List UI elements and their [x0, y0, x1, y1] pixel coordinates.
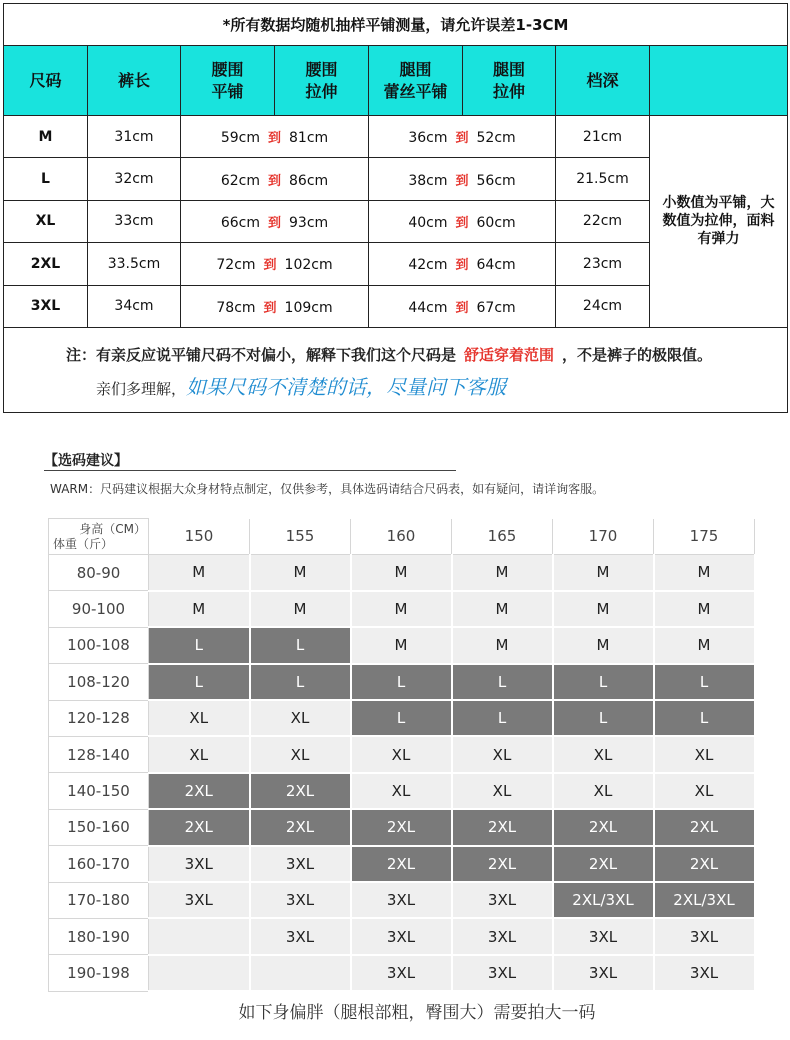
- leg-flat-value: 42cm: [408, 257, 448, 274]
- rise-value: 21.5cm: [556, 158, 650, 200]
- waist-range-text: [221, 170, 328, 189]
- size-table-header-cell: [556, 46, 650, 116]
- leg-range-text: [408, 170, 515, 189]
- leg-flat-value: 38cm: [408, 172, 448, 189]
- weight-label: 160-170: [49, 846, 149, 882]
- waist-flat-value: 66cm: [220, 214, 260, 231]
- size-recommendation-cell: 3XL: [250, 846, 351, 882]
- size-recommendation-cell: 3XL: [654, 918, 755, 954]
- range-to-label: 到: [263, 258, 277, 274]
- size-recommendation-cell: 2XL: [452, 809, 553, 845]
- size-recommendation-cell: L: [654, 700, 755, 736]
- size-recommendation-cell: 2XL: [351, 846, 452, 882]
- size-recommendation-cell: M: [553, 555, 654, 591]
- size-recommendation-cell: XL: [654, 773, 755, 809]
- section-title: 【选码建议】: [44, 453, 128, 469]
- size-recommendation-cell: M: [654, 627, 755, 663]
- size-recommendation-cell: L: [553, 700, 654, 736]
- size-recommendation-cell: M: [452, 591, 553, 627]
- waist-flat-value: 62cm: [220, 172, 260, 189]
- waist-stretch-value: 86cm: [289, 172, 329, 189]
- leg-range: [369, 116, 556, 158]
- weight-row: [49, 591, 755, 627]
- size-label: 2XL: [4, 243, 88, 285]
- size-table-header-cell: [88, 46, 181, 116]
- size-recommendation-cell: M: [452, 555, 553, 591]
- size-table-header-cell: [275, 46, 369, 116]
- range-to-label: 到: [455, 131, 469, 147]
- size-note: [4, 327, 788, 412]
- length-value: 33.5cm: [88, 243, 181, 285]
- size-recommendation-cell: 3XL: [250, 918, 351, 954]
- waist-stretch-value: 81cm: [289, 130, 329, 147]
- waist-flat-value: 78cm: [216, 299, 256, 316]
- size-recommendation-cell: L: [452, 664, 553, 700]
- size-recommendation-cell: XL: [452, 736, 553, 772]
- size-table-header-cell: [4, 46, 88, 116]
- size-note-line1: [66, 340, 787, 370]
- leg-range-text: [408, 297, 515, 316]
- waist-range-text: [216, 254, 332, 273]
- size-recommendation-cell: XL: [351, 773, 452, 809]
- size-recommendation-cell: M: [654, 591, 755, 627]
- size-note-understand: 亲们多理解，: [96, 379, 187, 398]
- size-note-contact-service: 如果尺码不清楚的话，尽量问下客服: [186, 374, 507, 399]
- size-recommendation-cell: 2XL/3XL: [654, 882, 755, 918]
- waist-range-text: [216, 297, 332, 316]
- size-recommendation-cell: L: [351, 664, 452, 700]
- leg-range-text: [408, 127, 515, 146]
- size-recommendation-cell: 2XL: [149, 773, 250, 809]
- size-recommendation-cell: 3XL: [553, 918, 654, 954]
- size-recommendation-cell: 2XL: [452, 846, 553, 882]
- leg-flat-value: 36cm: [408, 130, 448, 147]
- size-note-text: 注：有亲反应说平铺尺码不对偏小，解释下我们这个尺码是: [66, 345, 457, 364]
- header-label: 拉伸: [492, 81, 525, 101]
- range-to-label: 到: [263, 300, 277, 316]
- height-header: 155: [250, 519, 351, 555]
- weight-row: [49, 555, 755, 591]
- waist-range: [181, 158, 369, 200]
- size-label: 3XL: [4, 285, 88, 327]
- leg-flat-value: 44cm: [408, 299, 448, 316]
- header-label: 腿围: [492, 59, 525, 79]
- size-recommendation-cell: 2XL: [250, 773, 351, 809]
- range-to-label: 到: [267, 173, 281, 189]
- size-recommendation-cell: M: [351, 591, 452, 627]
- leg-range: [369, 200, 556, 242]
- header-label: 尺码: [29, 70, 62, 90]
- size-recommendation-cell: M: [553, 627, 654, 663]
- height-header: 175: [654, 519, 755, 555]
- length-value: 33cm: [88, 200, 181, 242]
- height-header: 160: [351, 519, 452, 555]
- size-recommendation-cell: M: [654, 555, 755, 591]
- size-recommendation-cell: XL: [149, 736, 250, 772]
- size-recommendation-cell: L: [654, 664, 755, 700]
- weight-label: 180-190: [49, 918, 149, 954]
- size-recommendation-cell: 2XL: [553, 809, 654, 845]
- leg-range: [369, 285, 556, 327]
- height-header-row: [49, 519, 755, 555]
- corner-weight-label: 体重（斤）: [53, 537, 114, 551]
- leg-stretch-value: 52cm: [476, 130, 516, 147]
- size-recommendation-cell: M: [250, 555, 351, 591]
- rise-value: 22cm: [556, 200, 650, 242]
- weight-label: 100-108: [49, 627, 149, 663]
- range-to-label: 到: [455, 173, 469, 189]
- leg-stretch-value: 67cm: [476, 299, 516, 316]
- length-value: 34cm: [88, 285, 181, 327]
- size-table-header-cell: [181, 46, 275, 116]
- weight-row: [49, 736, 755, 772]
- rise-value: 23cm: [556, 243, 650, 285]
- warm-note: WARM：尺码建议根据大众身材特点制定，仅供参考，具体选码请结合尺码表，如有疑问，请详询客服。: [50, 482, 605, 496]
- weight-row: [49, 846, 755, 882]
- size-recommendation-cell: M: [553, 591, 654, 627]
- waist-range: [181, 116, 369, 158]
- size-recommendation-cell: 3XL: [149, 882, 250, 918]
- size-recommendation-cell: 2XL: [250, 809, 351, 845]
- length-value: 31cm: [88, 116, 181, 158]
- size-label: XL: [4, 200, 88, 242]
- size-recommendation-cell: 3XL: [452, 918, 553, 954]
- size-recommendation-cell: L: [452, 700, 553, 736]
- waist-flat-value: 59cm: [220, 130, 260, 147]
- size-table-header-cell: [463, 46, 556, 116]
- range-to-label: 到: [455, 215, 469, 231]
- length-value: 32cm: [88, 158, 181, 200]
- weight-row: [49, 773, 755, 809]
- size-note-line2: [66, 370, 787, 404]
- size-recommendation-cell: 2XL: [553, 846, 654, 882]
- size-recommendation-cell: XL: [654, 736, 755, 772]
- leg-flat-value: 40cm: [408, 214, 448, 231]
- section-divider: [44, 470, 456, 471]
- weight-row: [49, 955, 755, 991]
- size-recommendation-cell: M: [351, 555, 452, 591]
- waist-range: [181, 243, 369, 285]
- weight-row: [49, 627, 755, 663]
- size-recommendation-cell: XL: [351, 736, 452, 772]
- size-recommendation-cell: L: [250, 664, 351, 700]
- leg-range-text: [408, 212, 515, 231]
- weight-label: 90-100: [49, 591, 149, 627]
- size-recommendation-cell: 2XL: [351, 809, 452, 845]
- rise-value: 24cm: [556, 285, 650, 327]
- leg-stretch-value: 60cm: [476, 214, 516, 231]
- size-recommendation-cell: L: [553, 664, 654, 700]
- size-recommendation-cell: 2XL: [654, 846, 755, 882]
- rise-value: 21cm: [556, 116, 650, 158]
- height-header: 150: [149, 519, 250, 555]
- size-recommendation-cell: M: [250, 591, 351, 627]
- leg-stretch-value: 64cm: [476, 257, 516, 274]
- size-recommendation-cell: [250, 955, 351, 991]
- size-recommendation-cell: 3XL: [452, 882, 553, 918]
- size-recommendation-cell: [149, 918, 250, 954]
- grid-corner: [49, 519, 149, 555]
- size-recommendation-cell: [149, 955, 250, 991]
- size-row: [4, 116, 788, 158]
- corner-height-label: 身高（CM）: [79, 522, 146, 536]
- weight-label: 150-160: [49, 809, 149, 845]
- waist-stretch-value: 109cm: [284, 299, 333, 316]
- waist-stretch-value: 102cm: [284, 257, 333, 274]
- size-recommendation-cell: 2XL: [654, 809, 755, 845]
- size-recommendation-cell: 3XL: [553, 955, 654, 991]
- size-recommendation-cell: XL: [250, 736, 351, 772]
- size-recommendation-cell: 3XL: [452, 955, 553, 991]
- weight-label: 140-150: [49, 773, 149, 809]
- size-recommendation-cell: 3XL: [654, 955, 755, 991]
- height-header: 170: [553, 519, 654, 555]
- size-recommendation-cell: L: [351, 700, 452, 736]
- size-recommendation-cell: M: [149, 555, 250, 591]
- weight-label: 120-128: [49, 700, 149, 736]
- weight-label: 190-198: [49, 955, 149, 991]
- size-recommendation-cell: 3XL: [149, 846, 250, 882]
- size-recommendation-grid: [48, 518, 756, 992]
- size-recommendation-cell: L: [149, 664, 250, 700]
- range-to-label: 到: [455, 258, 469, 274]
- size-note-text-end: ，不是裤子的极限值。: [562, 345, 713, 364]
- size-recommendation-cell: 2XL: [149, 809, 250, 845]
- size-recommendation-cell: XL: [553, 773, 654, 809]
- height-header: 165: [452, 519, 553, 555]
- leg-range-text: [408, 254, 515, 273]
- weight-label: 108-120: [49, 664, 149, 700]
- waist-range-text: [221, 212, 328, 231]
- header-label: 蕾丝平铺: [383, 81, 448, 101]
- header-label: 裤长: [117, 70, 150, 90]
- size-table: [3, 3, 788, 413]
- header-label: 腰围: [305, 59, 338, 79]
- size-label: M: [4, 116, 88, 158]
- weight-label: 170-180: [49, 882, 149, 918]
- waist-flat-value: 72cm: [216, 257, 256, 274]
- size-recommendation-cell: 3XL: [351, 882, 452, 918]
- leg-range: [369, 158, 556, 200]
- weight-row: [49, 664, 755, 700]
- leg-range: [369, 243, 556, 285]
- header-label: 档深: [586, 70, 619, 90]
- weight-row: [49, 700, 755, 736]
- size-recommendation-cell: M: [149, 591, 250, 627]
- size-recommendation-cell: M: [351, 627, 452, 663]
- size-recommendation-cell: L: [250, 627, 351, 663]
- weight-label: 128-140: [49, 736, 149, 772]
- size-recommendation-cell: XL: [452, 773, 553, 809]
- size-recommendation-cell: 3XL: [351, 955, 452, 991]
- header-label: 腰围: [211, 59, 244, 79]
- size-recommendation-cell: 3XL: [351, 918, 452, 954]
- bottom-tip: 如下身偏胖（腿根部粗，臀围大）需要拍大一码: [238, 1003, 596, 1023]
- waist-stretch-value: 93cm: [289, 214, 329, 231]
- weight-row: [49, 809, 755, 845]
- size-table-title: *所有数据均随机抽样平铺测量，请允许误差1-3CM: [4, 4, 788, 46]
- size-recommendation-cell: XL: [250, 700, 351, 736]
- waist-range-text: [221, 127, 328, 146]
- range-to-label: 到: [267, 131, 281, 147]
- size-recommendation-cell: XL: [553, 736, 654, 772]
- size-recommendation-cell: XL: [149, 700, 250, 736]
- weight-label: 80-90: [49, 555, 149, 591]
- size-recommendation-cell: 3XL: [250, 882, 351, 918]
- range-to-label: 到: [267, 215, 281, 231]
- waist-range: [181, 200, 369, 242]
- size-note-highlight: 舒适穿着范围: [464, 345, 555, 364]
- size-table-header-row: [4, 46, 788, 116]
- waist-range: [181, 285, 369, 327]
- size-recommendation-cell: M: [452, 627, 553, 663]
- leg-stretch-value: 56cm: [476, 172, 516, 189]
- header-label: 平铺: [211, 81, 244, 101]
- weight-row: [49, 918, 755, 954]
- header-label: 腿围: [399, 59, 432, 79]
- stretch-note: 小数值为平铺，大数值为拉伸，面料有弹力: [650, 116, 788, 328]
- size-recommendation-cell: 2XL/3XL: [553, 882, 654, 918]
- weight-row: [49, 882, 755, 918]
- header-label: 拉伸: [305, 81, 338, 101]
- size-recommendation-cell: L: [149, 627, 250, 663]
- range-to-label: 到: [455, 300, 469, 316]
- size-table-header-cell: [650, 46, 788, 116]
- size-table-header-cell: [369, 46, 463, 116]
- size-label: L: [4, 158, 88, 200]
